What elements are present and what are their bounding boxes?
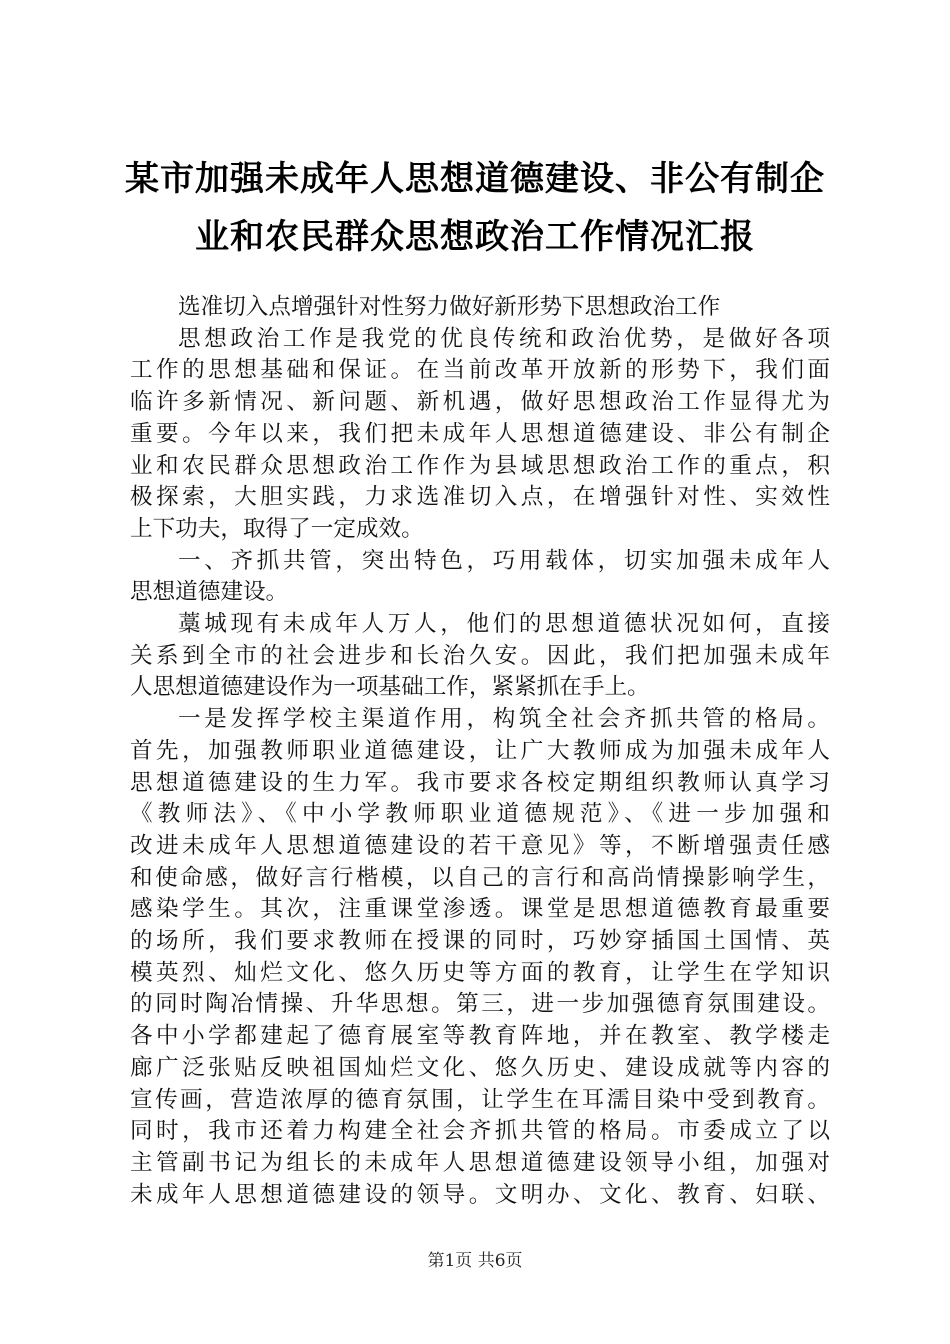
paragraph-line: 工作的思想基础和保证。在当前改革开放新的形势下，我们面 bbox=[130, 357, 830, 384]
paragraph bbox=[130, 324, 830, 546]
paragraph-line: 和使命感，做好言行楷模，以自己的言行和高尚情操影响学生， bbox=[130, 864, 830, 891]
paragraph-line: 模英烈、灿烂文化、悠久历史等方面的教育，让学生在学知识 bbox=[130, 959, 830, 986]
paragraph-line: 临许多新情况、新问题、新机遇，做好思想政治工作显得尤为 bbox=[130, 389, 830, 416]
paragraph-line: 一、齐抓共管，突出特色，巧用载体，切实加强未成年人 bbox=[178, 547, 830, 574]
paragraph bbox=[130, 609, 830, 704]
paragraph-line: 业和农民群众思想政治工作作为县域思想政治工作的重点，积 bbox=[130, 452, 830, 479]
paragraph bbox=[130, 704, 830, 1211]
paragraph-line: 思想政治工作是我党的优良传统和政治优势，是做好各项 bbox=[178, 325, 830, 352]
paragraph-line: 同时，我市还着力构建全社会齐抓共管的格局。市委成立了以 bbox=[130, 1118, 830, 1145]
page-footer: 第1页 共6页 bbox=[427, 1251, 523, 1271]
document-body bbox=[130, 292, 830, 1211]
paragraph-line: 改进未成年人思想道德建设的若干意见》等，不断增强责任感 bbox=[130, 832, 830, 859]
document-title bbox=[100, 150, 850, 266]
title-line: 业和农民群众思想政治工作情况汇报 bbox=[195, 217, 755, 257]
paragraph-line: 廊广泛张贴反映祖国灿烂文化、悠久历史、建设成就等内容的 bbox=[130, 1054, 830, 1081]
paragraph-line: 感染学生。其次，注重课堂渗透。课堂是思想道德教育最重要 bbox=[130, 896, 830, 923]
paragraph-line: 未成年人思想道德建设的领导。文明办、文化、教育、妇联、 bbox=[130, 1181, 830, 1208]
paragraph-line: 关系到全市的社会进步和长治久安。因此，我们把加强未成年 bbox=[130, 642, 830, 669]
paragraph-line: 宣传画，营造浓厚的德育氛围，让学生在耳濡目染中受到教育。 bbox=[130, 1086, 830, 1113]
paragraph-line: 选准切入点增强针对性努力做好新形势下思想政治工作 bbox=[178, 294, 721, 320]
paragraph-line: 思想道德建设的生力军。我市要求各校定期组织教师认真学习 bbox=[130, 769, 830, 796]
paragraph-line: 首先，加强教师职业道德建设，让广大教师成为加强未成年人 bbox=[130, 737, 830, 764]
paragraph-line: 藁城现有未成年人万人，他们的思想道德状况如何，直接 bbox=[178, 611, 830, 638]
paragraph bbox=[130, 292, 830, 324]
paragraph-line: 重要。今年以来，我们把未成年人思想道德建设、非公有制企 bbox=[130, 420, 830, 447]
paragraph-line: 各中小学都建起了德育展室等教育阵地，并在教室、教学楼走 bbox=[130, 1023, 830, 1050]
paragraph-line: 《教师法》、《中小学教师职业道德规范》、《进一步加强和 bbox=[130, 801, 830, 828]
paragraph-line: 的同时陶冶情操、升华思想。第三，进一步加强德育氛围建设。 bbox=[130, 991, 830, 1018]
paragraph-line: 上下功夫，取得了一定成效。 bbox=[130, 515, 424, 542]
paragraph bbox=[130, 546, 830, 609]
paragraph-line: 一是发挥学校主渠道作用，构筑全社会齐抓共管的格局。 bbox=[178, 706, 830, 733]
paragraph-line: 思想道德建设。 bbox=[130, 579, 289, 606]
title-line: 某市加强未成年人思想道德建设、非公有制企 bbox=[125, 159, 825, 199]
paragraph-line: 极探索，大胆实践，力求选准切入点，在增强针对性、实效性 bbox=[130, 484, 830, 511]
paragraph-line: 人思想道德建设作为一项基础工作，紧紧抓在手上。 bbox=[130, 674, 650, 701]
paragraph-line: 主管副书记为组长的未成年人思想道德建设领导小组，加强对 bbox=[130, 1149, 830, 1176]
paragraph-line: 的场所，我们要求教师在授课的同时，巧妙穿插国土国情、英 bbox=[130, 928, 830, 955]
